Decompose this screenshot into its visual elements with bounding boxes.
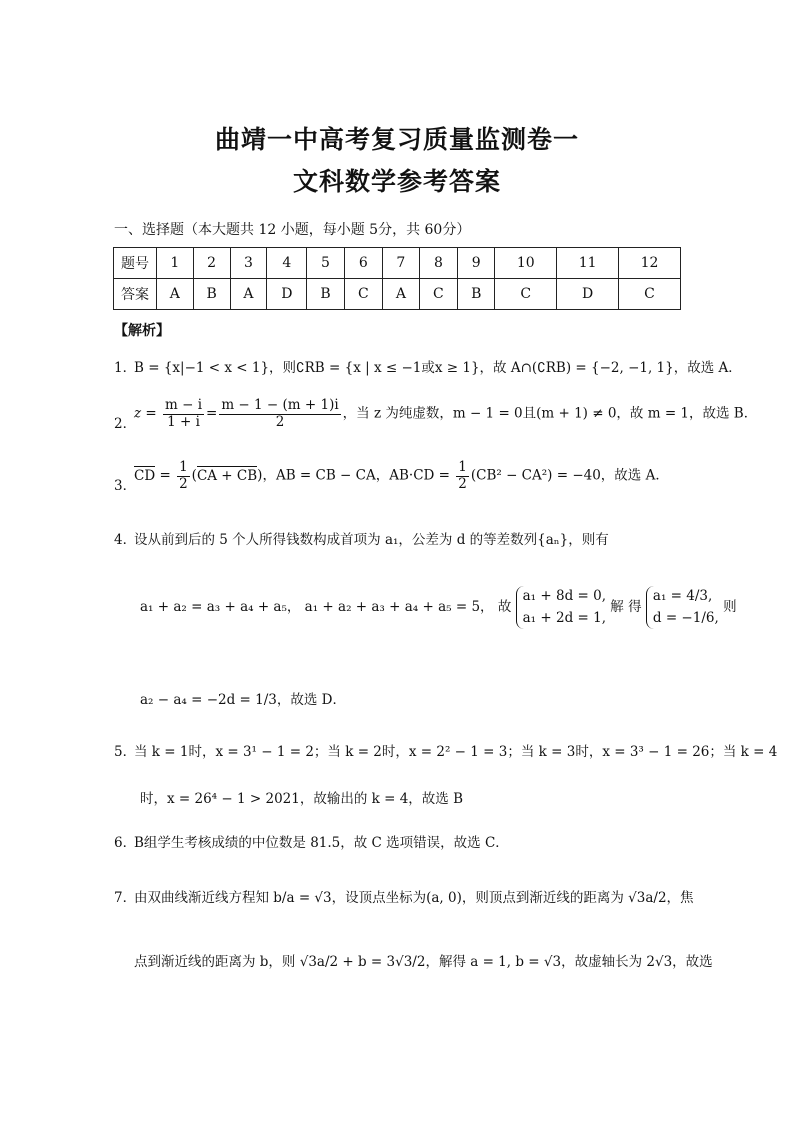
- table-cell: B: [307, 279, 344, 310]
- item-number: 2．: [114, 416, 137, 432]
- table-cell: 4: [267, 248, 307, 279]
- item-number: 7．: [114, 890, 137, 906]
- row-label: 题号: [114, 248, 157, 279]
- table-cell: 7: [383, 248, 420, 279]
- fraction: [163, 398, 204, 430]
- solution-line: [140, 586, 737, 629]
- denominator: 2: [275, 413, 285, 430]
- table-cell: C: [619, 279, 681, 310]
- table-row: [114, 279, 681, 310]
- table-cell: D: [267, 279, 307, 310]
- table-cell: D: [557, 279, 619, 310]
- solution-line: B组学生考核成绩的中位数是 81.5，故 C 选项错误，故选 C．: [134, 835, 509, 851]
- solution-line: 时，x = 26⁴ − 1 > 2021，故输出的 k = 4，故选 B: [140, 791, 463, 807]
- numerator: m − 1 − (m + 1)i: [221, 397, 339, 413]
- item-number: 5．: [114, 744, 137, 760]
- table-cell: A: [383, 279, 420, 310]
- table-cell: 6: [344, 248, 383, 279]
- solution-line: 当 k = 1时，x = 3¹ − 1 = 2；当 k = 2时，x = 2² − 1 = 3；当 k = 3时，x = 3³ − 1 = 26；当 k = 4: [134, 744, 778, 760]
- item-number: 1．: [114, 360, 137, 376]
- solution-line: a₂ − a₄ = −2d = 1/3，故选 D．: [140, 692, 346, 708]
- math-text: 解 得: [610, 599, 642, 616]
- page-subtitle: 文科数学参考答案: [292, 167, 501, 196]
- table-cell: 10: [495, 248, 557, 279]
- table-cell: A: [157, 279, 194, 310]
- math-text: ，AB = CB − CA，AB·CD =: [262, 467, 455, 484]
- math-text: z =: [134, 405, 157, 422]
- analysis-heading: 【解析】: [114, 323, 170, 339]
- item-number: 6．: [114, 835, 137, 851]
- solution-line: z = $\frac{m - i}{1 + i}$ = $\frac{m - 1 - (m + 1)i}{2}$ ，当 z 为纯虚数，m − 1 = 0且(m + 1) ≠ 0，故 m = 1，故选 B．: [134, 397, 758, 430]
- equation-system: a₁ + 8d = 0, a₁ + 2d = 1,: [516, 586, 606, 629]
- table-cell: C: [344, 279, 383, 310]
- math-text: 则: [723, 599, 737, 616]
- table-cell: C: [495, 279, 557, 310]
- solution-line: 点到渐近线的距离为 b，则 √3a/2 + b = 3√3/2，解得 a = 1, b = √3，故虚轴长为 2√3，故选: [134, 954, 713, 970]
- table-cell: C: [419, 279, 458, 310]
- table-cell: 11: [557, 248, 619, 279]
- row-label: 答案: [114, 279, 157, 310]
- table-cell: 5: [307, 248, 344, 279]
- math-text: ，当 z 为纯虚数，m − 1 = 0且(m + 1) ≠ 0，故 m = 1，故选 B．: [342, 405, 758, 422]
- page-title: 曲靖一中高考复习质量监测卷一: [214, 125, 579, 154]
- table-cell: 9: [458, 248, 495, 279]
- solution-line: 设从前到后的 5 个人所得钱数构成首项为 a₁，公差为 d 的等差数列{aₙ}，则有: [134, 532, 609, 548]
- fraction: $\frac{1}{2}$: [458, 459, 467, 492]
- table-cell: B: [458, 279, 495, 310]
- solution-line: B = {x|−1 < x < 1}，则∁RB = {x | x ≤ −1或x ≥ 1}，故 A∩(∁RB) = {−2, −1, 1}，故选 A．: [134, 360, 742, 376]
- item-number: 4．: [114, 532, 137, 548]
- section-heading: 一、选择题（本大题共 12 小题，每小题 5分，共 60分）: [114, 222, 471, 238]
- item-number: 3．: [114, 478, 137, 494]
- denominator: 1 + i: [167, 413, 200, 430]
- table-cell: 12: [619, 248, 681, 279]
- table-cell: B: [193, 279, 230, 310]
- table-cell: A: [230, 279, 267, 310]
- math-text: a₁ + a₂ = a₃ + a₄ + a₅， a₁ + a₂ + a₃ + a₄ + a₅ = 5， 故: [140, 599, 512, 616]
- vector: CD: [134, 467, 156, 484]
- fraction: $\frac{1}{2}$: [179, 459, 188, 492]
- answer-table: [113, 247, 681, 310]
- table-cell: 8: [419, 248, 458, 279]
- numerator: m − i: [165, 397, 203, 413]
- table-cell: 2: [193, 248, 230, 279]
- solution-line: CD = $\frac{1}{2}$ (CA + CB)，AB = CB − CA，AB·CD = $\frac{1}{2}$ (CB² − CA²) = −40，故选 A．: [134, 459, 669, 492]
- equation-system: a₁ = 4/3, d = −1/6,: [646, 586, 719, 629]
- table-cell: 1: [157, 248, 194, 279]
- table-cell: 3: [230, 248, 267, 279]
- fraction: [219, 398, 340, 430]
- math-text: (CB² − CA²) = −40，故选 A．: [470, 467, 669, 484]
- table-row: [114, 248, 681, 279]
- vector: CA + CB: [196, 467, 258, 484]
- solution-line: 由双曲线渐近线方程知 b/a = √3，设顶点坐标为(a, 0)，则顶点到渐近线的距离为 √3a/2，焦: [134, 890, 694, 906]
